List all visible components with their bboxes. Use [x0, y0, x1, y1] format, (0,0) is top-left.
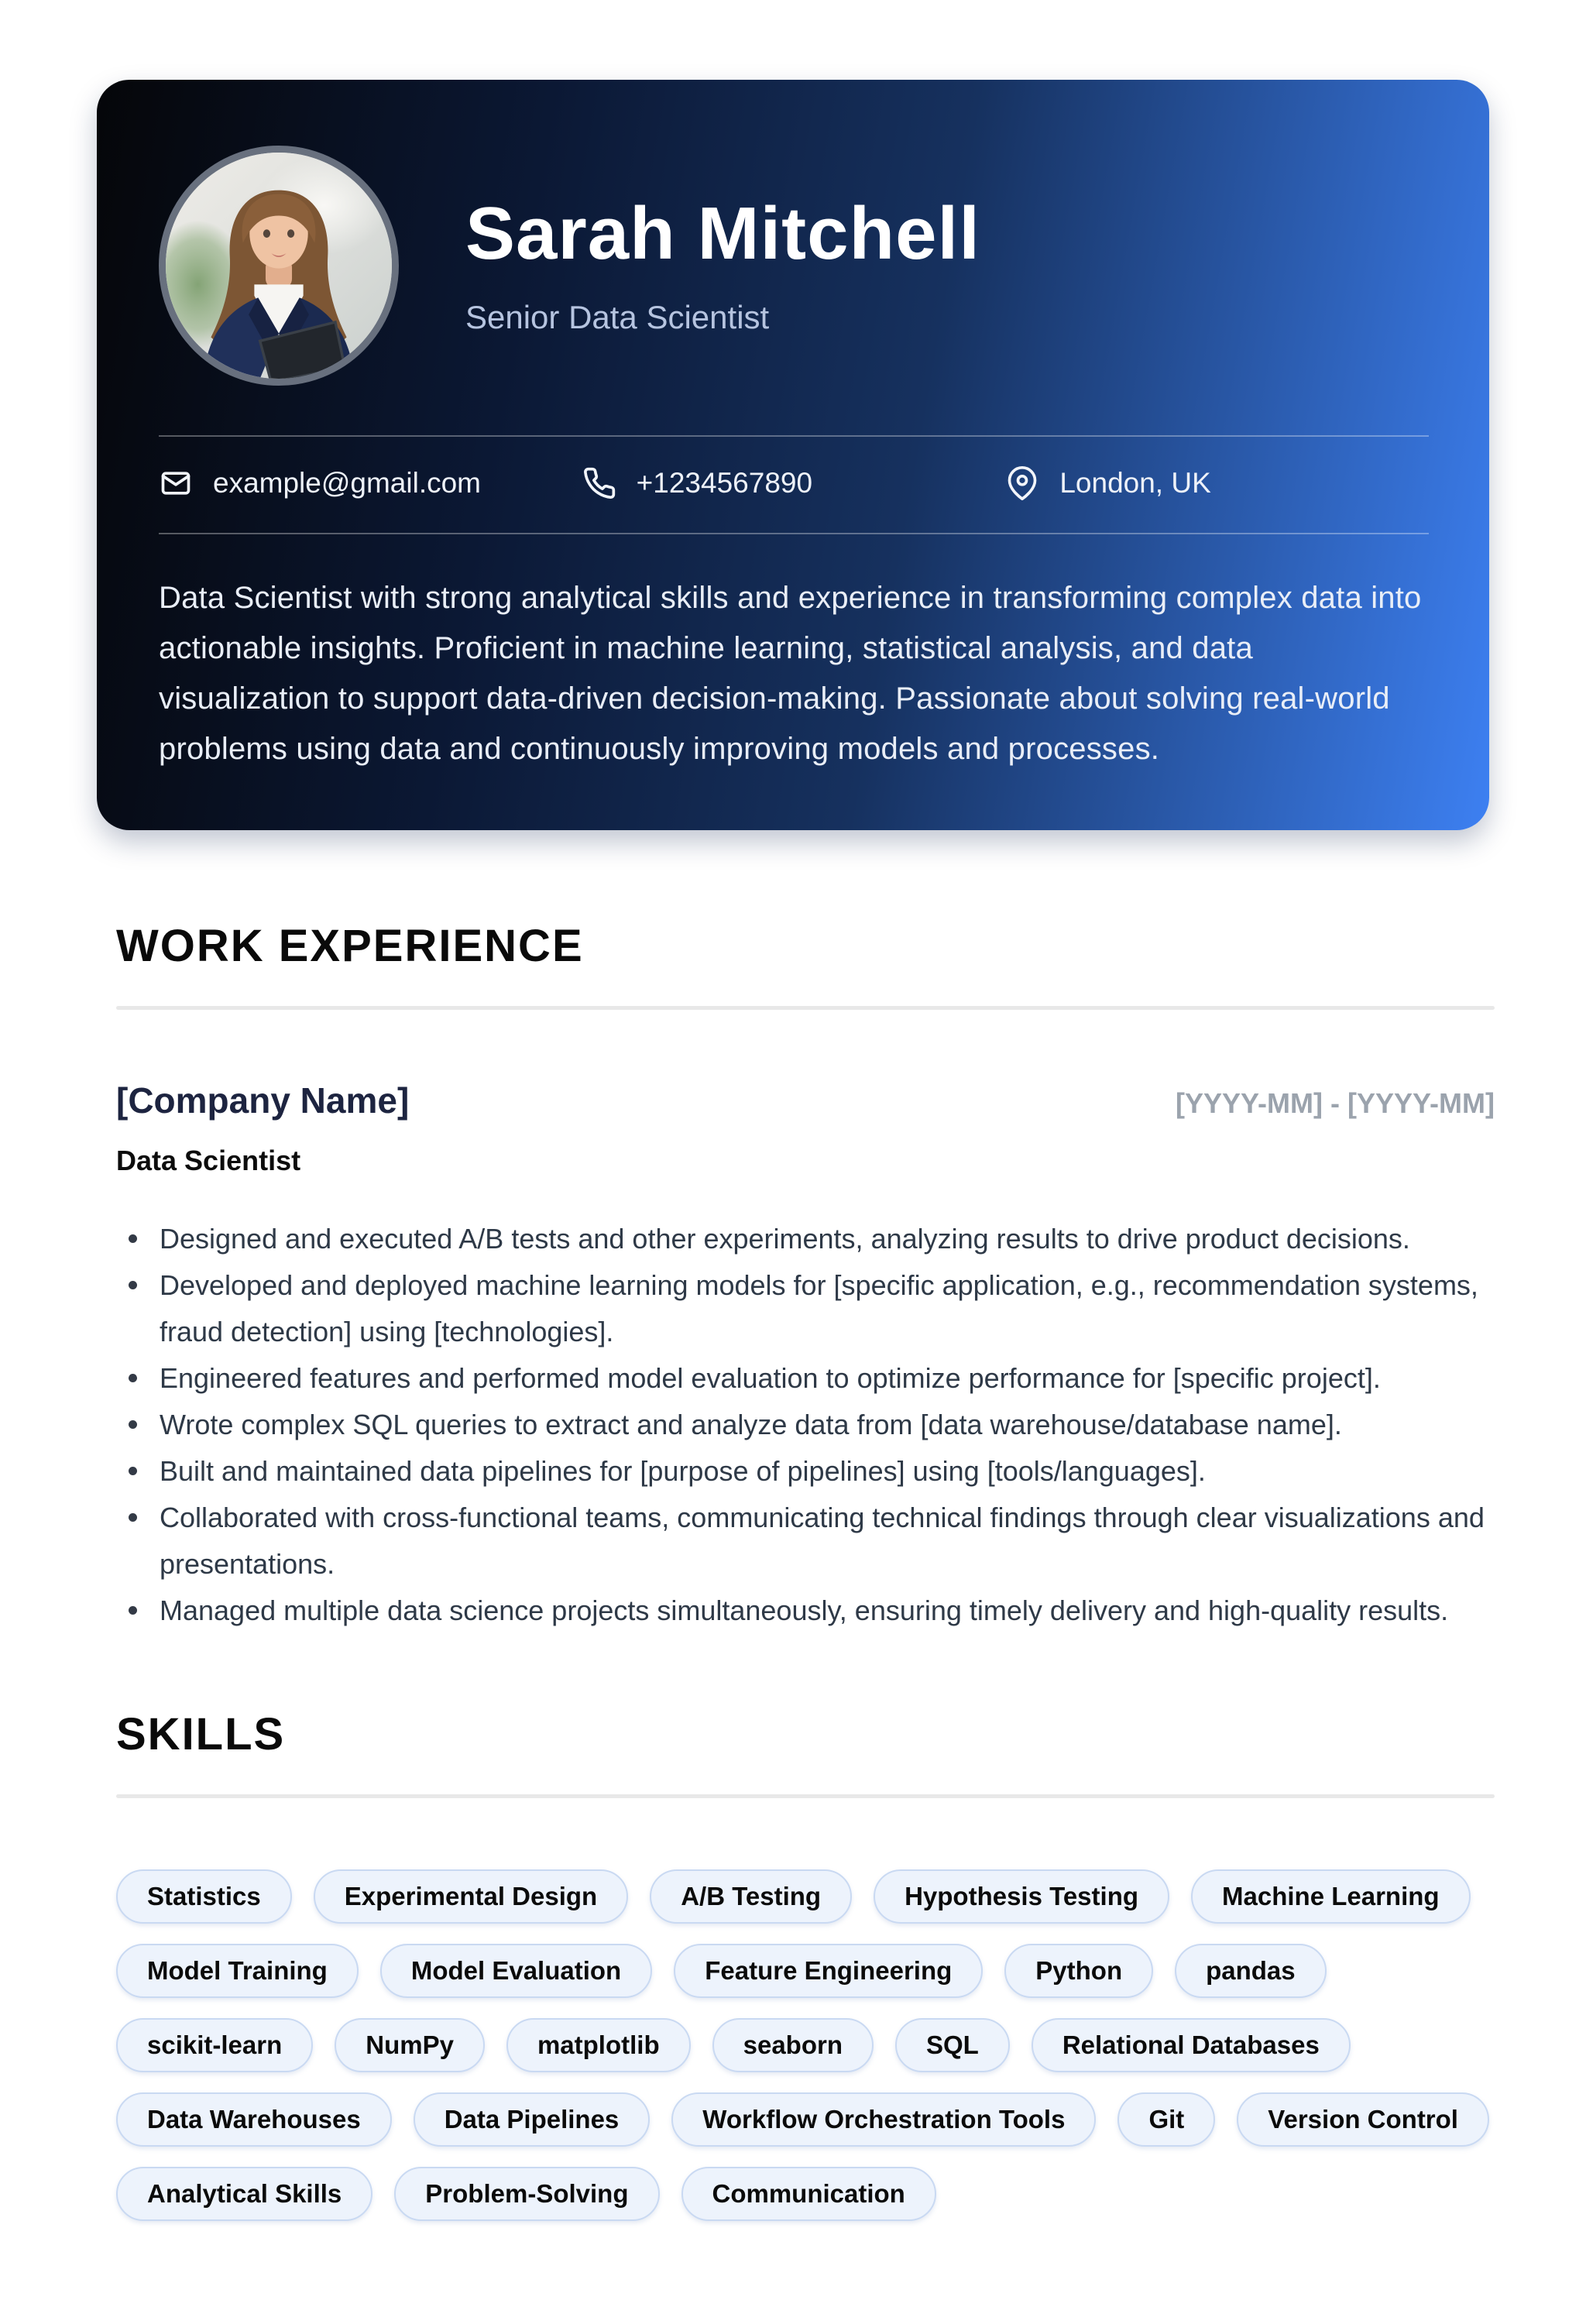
skill-pill: seaborn [712, 2018, 874, 2072]
skill-pill: Feature Engineering [674, 1944, 983, 1998]
skill-pill: Communication [681, 2167, 936, 2221]
skill-pill: Git [1117, 2092, 1215, 2147]
skill-pill: Relational Databases [1032, 2018, 1351, 2072]
work-experience-divider [116, 1006, 1495, 1010]
hero-divider-bottom [159, 533, 1429, 534]
skill-pill: NumPy [335, 2018, 485, 2072]
job-bullet-item: Built and maintained data pipelines for [purpose of pipelines] using [tools/languages]. [116, 1448, 1495, 1495]
skill-pill: Statistics [116, 1869, 292, 1924]
resume-body [116, 920, 1495, 2221]
skill-pill: Python [1004, 1944, 1153, 1998]
skill-pill: Model Training [116, 1944, 359, 1998]
skill-pill: Version Control [1237, 2092, 1489, 2147]
work-experience-section [116, 920, 1495, 1634]
employment-dates: [YYYY-MM] - [YYYY-MM] [1176, 1087, 1495, 1119]
contact-row [159, 466, 1429, 500]
work-experience-heading: WORK EXPERIENCE [116, 921, 584, 971]
skill-pill: matplotlib [506, 2018, 691, 2072]
skills-heading: SKILLS [116, 1709, 286, 1759]
hero-identity [465, 191, 980, 337]
contact-email[interactable] [159, 466, 582, 500]
job-bullet-item: Designed and executed A/B tests and other experiments, analyzing results to drive product decisions. [116, 1216, 1495, 1262]
profile-summary: Data Scientist with strong analytical skills and experience in transforming complex data into actionable insights. Proficient in machine learning, statistical analysis, and data visualization to support data-driven decision-making. Passionate about solving real-world problems using data and continuously improving models and processes. [159, 581, 1422, 766]
job-role: Data Scientist [116, 1145, 301, 1176]
hero-top [159, 146, 1429, 386]
job-bullet-item: Managed multiple data science projects simultaneously, ensuring timely delivery and high-quality results. [116, 1588, 1495, 1634]
skills-section [116, 1708, 1495, 2221]
skill-pill: Problem-Solving [394, 2167, 659, 2221]
profile-photo-illustration [166, 153, 392, 379]
company-name: [Company Name] [116, 1080, 410, 1121]
phone-icon [582, 466, 616, 500]
profile-photo [159, 146, 399, 386]
skill-pill: Data Warehouses [116, 2092, 392, 2147]
contact-email-text: example@gmail.com [213, 467, 482, 499]
skill-pill: Model Evaluation [380, 1944, 652, 1998]
job-bullet-item: Collaborated with cross-functional teams, communicating technical findings through clear visualizations and presentations. [116, 1495, 1495, 1588]
contact-phone-text: +1234567890 [636, 467, 813, 499]
skill-pill: pandas [1175, 1944, 1327, 1998]
job-header [116, 1080, 1495, 1121]
skill-pill: Experimental Design [314, 1869, 628, 1924]
skill-pill: A/B Testing [650, 1869, 852, 1924]
skill-pill: SQL [895, 2018, 1010, 2072]
contact-phone[interactable] [582, 466, 1006, 500]
job-bullet-item: Engineered features and performed model evaluation to optimize performance for [specific project]. [116, 1355, 1495, 1402]
person-job-title: Senior Data Scientist [465, 299, 770, 336]
resume-header-card [97, 80, 1489, 830]
map-pin-icon [1005, 466, 1039, 500]
contact-location-text: London, UK [1059, 467, 1211, 499]
person-name: Sarah Mitchell [465, 191, 980, 275]
job-bullet-list [116, 1216, 1495, 1634]
skills-divider [116, 1794, 1495, 1798]
job-bullet-item: Developed and deployed machine learning models for [specific application, e.g., recommendation systems, fraud detection] using [technologies]. [116, 1262, 1495, 1355]
mail-icon [159, 466, 193, 500]
skill-pill: Analytical Skills [116, 2167, 372, 2221]
contact-location [1005, 466, 1429, 500]
hero-divider-top [159, 435, 1429, 437]
job-bullet-item: Wrote complex SQL queries to extract and analyze data from [data warehouse/database name]. [116, 1402, 1495, 1448]
skill-pill: Data Pipelines [414, 2092, 651, 2147]
skill-pill: scikit-learn [116, 2018, 313, 2072]
skill-pill: Machine Learning [1191, 1869, 1471, 1924]
skill-pill-list [116, 1869, 1495, 2221]
skill-pill: Hypothesis Testing [874, 1869, 1169, 1924]
skill-pill: Workflow Orchestration Tools [671, 2092, 1096, 2147]
